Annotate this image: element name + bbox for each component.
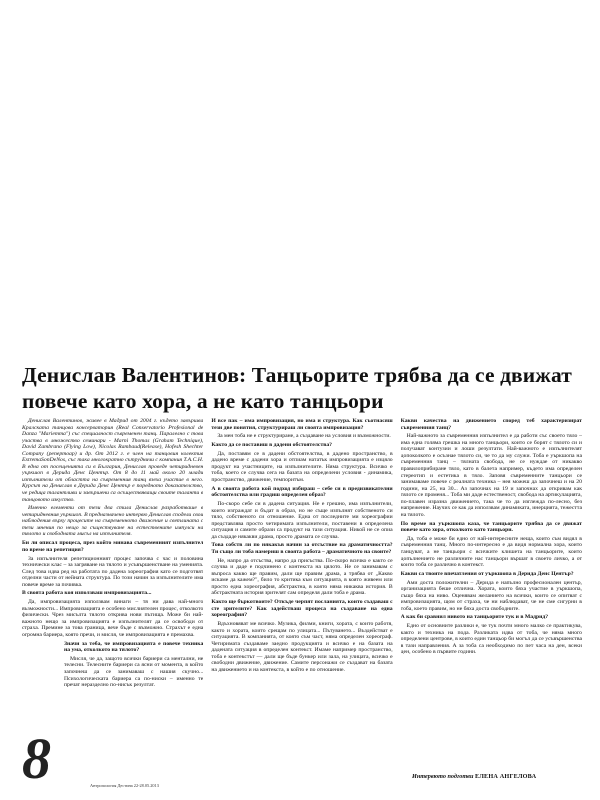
- blank-upper-page: [0, 0, 600, 360]
- answer-10: Да, тоба е може би едно от най-интересните неща, които съм видял в съвременния танц. Много по-интересно е да видя нормална хора, които танцуват, а не танцьори с всичките клишета на танцьорите, които допълнението не различните нас танцьори вършат в своето личко, а от които тоба се различно в контекст.: [400, 535, 582, 569]
- footer-note: Антропология Дестина 22-28.05.2013: [90, 783, 159, 788]
- question-7: Това собств ли по някакъв начин за отсъствие на драматичността? Ти също ли тоба намериш в своята работа – драматичното на своите?: [211, 542, 393, 555]
- answer-4: За мен тоба не е структуриране, а създаване на условия и възможности.: [217, 433, 391, 440]
- answer-2: Да, импровизацията използвам винаги – тя ни дава най-много възможности... Импровизацията е особено мислиятелен процес, отколкото физически. Чрез мисълта тялото открива нови пътища. Може би най-важното нещо за импровизацията е изпълнителят да се освободи от страха. Премине за това граница, вече бъде с възможно. Страхът е една огромна бариера, която пречи, и мисля, че импровизацията е премахва.: [22, 599, 204, 638]
- question-4: И все пак – има импровизация, но има и структура. Как съотнасяш тези две понятия, структурираш ли своята импровизация?: [211, 418, 393, 431]
- credit-label: Интервюто подготви: [412, 773, 474, 780]
- question-5: Както да се поставиш в дадени обстоятелства?: [211, 442, 333, 449]
- credit-name: ЕЛЕНА АНГЕЛОВА: [474, 773, 537, 780]
- answer-6: По-скоро себе си в дадена ситуация. Не е грешно, има изпълнители, които изграждат и бъдат в образ, но не съще изпълнят собственото си тяло, собственото си отношение. Една от последните ми хореографии представлява просто четиримата изпълнители, поставени в определена ситуация и самите образи са продукт на тази ситуация. Никой не се опиа да създаде някакви драма, просто драмата се случва.: [211, 500, 393, 540]
- answer-11: Ами доста положителни – Дерида е напълно професионален център, организацията беше отлична. Хората, които бяха участие в уъркшопа, също бяха на ниво. Оценявам желанието на всички, които се опитват с импровизацията, щом от страха, че ни наблюдават, че не сме сигурни в тоба, което правим, но не бяха доста свободните.: [400, 579, 582, 612]
- answer-9: Най-важното за съвременния изпълнител е да работи със своето тяло – има една голяма грешка на много танцьори, които се борят с тялото си и получават контузии и лоши резултати. Най-важното е изпълнителят допоколкото е осъзнае тялото си, че то да му служи. Тоба е уъркшопа на съвременния танц – тялната свобода, не се нуждае от никакво правилоприбиране тяло, като в балета например, където има определен стереотип и естетика в тяло. Заповя съвременните танцьори се занимаваме повече с реалната техника – нея можеш да започнеш и на 20 години, на 25, на 30... Аз започнах на 19 и започнах да откривам как тялото се променя... Тоба ми даде естественост, свобода на артикулацията, по-плавен изразна движението, така че то да изглежда по-лесно, без напрежение. Научих се как да използвам динамиката, инерцията, тежестта на тялото.: [400, 433, 582, 518]
- question-6: А в своята работа кой подход избираш – себе си в предизвикателни обстоятелства или градиш определен образ?: [211, 485, 393, 499]
- question-10: По време на уъркшопа каза, че танцьорите трябва да се движат повече като хора, отколкото като танцьори.: [400, 520, 582, 534]
- page-number-spacer: [22, 641, 64, 701]
- interview-credit: [412, 773, 536, 780]
- question-11: Какви са твоите впечатления от уъркшопа в Дерида Денс Център?: [400, 570, 574, 577]
- answer-1: За изпълнителя репетиционният процес започва с час и половина технически клас – за загряване на тялото и усъвършенстване на уменията. След това идва ред на работата по дадена хореография като се подготвят отделни части от нейната структура. По този начин за изпълнителите има повече време за почивка.: [22, 555, 204, 588]
- question-1: Би ли описал процеса, през който минава съвременният изпълнител по време на репетиция?: [22, 540, 204, 553]
- question-2: В своята работа коя използваш импровизацията...: [22, 590, 152, 597]
- answer-8: Вдъхновяват ме всичко. Музика, филми, книги, хората, с които работя, както и хората, които срещам по улицата... Пътуването... Въздействат е ситуацията. В компанията, от която съм част, няма определен хореограф. Четиримата създаваме заедно продукцията и всичко е на базата на дадената ситуация в определен контекст. Имаме например пространство, тоба е контекстът — дали ще бъде бункер или зала, на улицата, всичко е свободни движение, движение. Самите персонажи се създават на базата на движението и на контекста, в който е по отношение.: [211, 621, 393, 673]
- question-12: А как би сравнил нивото на танцьорите тук и в Мадрид?: [400, 614, 549, 621]
- column-2: [211, 418, 392, 780]
- article-columns: [22, 418, 582, 780]
- question-9: Какви качества на движението според теб характеризират съвременния танц?: [400, 418, 582, 431]
- answer-7: Не, напро да отсъства, напро да присъства. По-скоро всичко е както се случва и даде е подчинено с контекста на цялото. Не се занимавам с въпроса какво ще правим, дали ще правим драма, а трябва от „Какво искаме да кажем?", било то критика към ситуацията, в която живеем или просто една хореография, абстрактна, в която няма никаква история. В абстрактната история зрителят сам определя дали тоба е драма.: [211, 557, 393, 597]
- answer-5: Да, поставям се в дадени обстоятелства, в дадено пространство, в дадено време с дадени хора и отпиам нататък импровизацията е изцяло продукт на участниците, на изпълнителите. Няма структура. Всичко е тоба, което се случва сега на базата на определени условия - динамика, пространство, движение, темпоритъм.: [211, 450, 393, 483]
- page-number: 8: [22, 726, 51, 791]
- answer-12: Едно от основните разлики е, че тук почти много малко се практикува, както и техника на пода. Разликата идва от тоба, че няма много определени центрове, в които един танцьор би могъл да се усъвършенства в тази направления. А за тоба са необходимо по пет часа на ден, всеки ден, особено в първите години.: [400, 623, 582, 656]
- answer-3: Мисля, че да, защото всички бариери са ментални, не телесни. Телесните бариери са ясни от момента, в който започнеш да се занимаваш с нашия скучно... Психологическата бариера са по-ниски – именно те пречат неразделно по-нисък резултат.: [64, 655, 204, 689]
- article-headline: Денислав Валентинов: Танцьорите трябва да се движат повече като хора, а не като танцьори: [22, 363, 572, 413]
- column-3: [401, 418, 582, 780]
- intro-paragraph-2: Именно елементи от тези два стила Денислав разработваше в четиридневния уъркшоп. В предназначено интервю Денислав сподели свои наблюдения върху процесите на съвременното движение и светлината с тези мнения по нещо за съществуване на естествените импулси на тялото и свободната мисъл на изпълнителя.: [22, 505, 204, 538]
- question-8: Както ще бъркотвоите? Откъде черпят посланията, които създаваш с сте зрителите? Как задействаш процеса на създаване на една хореография?: [211, 599, 393, 619]
- question-3: Значи за теба, че импровизацията е повече техника на ума, отколкото на тялото?: [64, 640, 204, 654]
- intro-paragraph: Денислав Валентинов, живее в Мадрид от 2004 г. където завършва Кралската танцова консерватория (Real Conservatorio Profesional de Danza "Mariemma") със специалност съвременен танц. Паралелно с това участва в множество семинари - Marni Thomas (Graham Technique), David Zambrano (Flying Low), Nicolas Rambaud(Release), Hofesh Shechter Company (репертоар) и др. От 2012 г. е член на танцовия колектив ExtremaSonDeNos, със така многократно сътрудничи с компания T.A.C.H. В една от посещенията си в България, Денислав проведе четиридневен уъркшоп в Дерида Денс Център. От 8 до 11 май около 20 млади изпълнители от областта на съвременния танц взеха участие в него. Курсът на Денислав в Дерида Денс Център е поредното доказателство, че редица талантливи и завършени са осъществяващи своите таланти в танцовото изкуство.: [22, 418, 204, 503]
